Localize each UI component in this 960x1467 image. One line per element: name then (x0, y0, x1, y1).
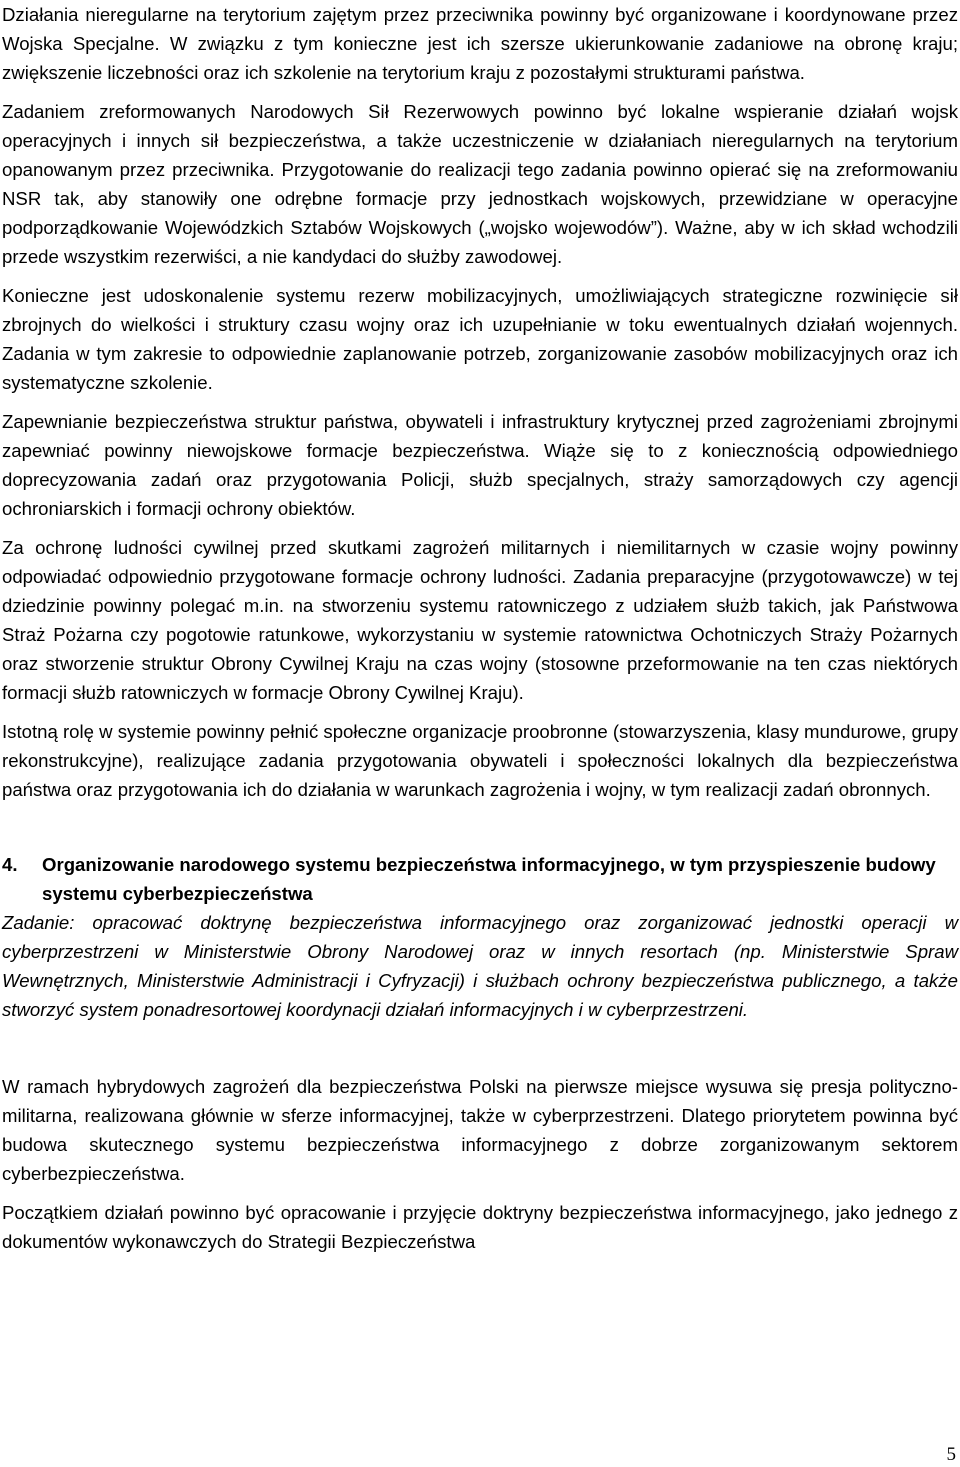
paragraph-non-military-formations: Zapewnianie bezpieczeństwa struktur państwa, obywateli i infrastruktury krytycznej przed zagrożeniami zbrojnymi zapewniać powinny niewojskowe formacje bezpieczeństwa. Wiąże się to z koniecznością odpowiedniego doprecyzowania zadań oraz przygotowania Policji, służb specjalnych, straży samorządowych czy agencji ochroniarskich i formacji ochrony obiektów. (2, 411, 958, 519)
section-title: Organizowanie narodowego systemu bezpieczeństwa informacyjnego, w tym przyspieszenie budowy systemu cyberbezpieczeństwa (42, 854, 936, 904)
section-task: Zadanie: opracować doktrynę bezpieczeństwa informacyjnego oraz zorganizować jednostki operacji w cyberprzestrzeni w Ministerstwie Obrony Narodowej oraz w innych resortach (np. Ministerstwie Spraw Wewnętrznych, Ministerstwie Administracji i Cyfryzacji) i służbach ochrony bezpieczeństwa publicznego, a także stworzyć system ponadresortowej koordynacji działań informacyjnych i w cyberprzestrzeni. (2, 912, 958, 1020)
paragraph-irregular-actions: Działania nieregularne na terytorium zajętym przez przeciwnika powinny być organizowane i koordynowane przez Wojska Specjalne. W związku z tym konieczne jest ich szersze ukierunkowanie zadaniowe na obronę kraju; zwiększenie liczebności oraz ich szkolenie na terytorium kraju z pozostałymi strukturami państwa. (2, 4, 958, 83)
paragraph-civil-protection: Za ochronę ludności cywilnej przed skutkami zagrożeń militarnych i niemilitarnych w czasie wojny powinny odpowiadać odpowiednio przygotowane formacje ochrony ludności. Zadania preparacyjne (przygotowawcze) w tej dziedzinie powinny polegać m.in. na stworzeniu systemu ratowniczego z udziałem służb takich, jak Państwowa Straż Pożarna czy pogotowie ratunkowe, wykorzystaniu w systemie ratownictwa Ochotniczych Straży Pożarnych oraz stworzenie struktur Obrony Cywilnej Kraju na czas wojny (stosowne przeformowanie na ten czas niektórych formacji służb ratowniczych w formacje Obrony Cywilnej Kraju). (2, 537, 958, 703)
paragraph-hybrid-threats: W ramach hybrydowych zagrożeń dla bezpieczeństwa Polski na pierwsze miejsce wysuwa się presja polityczno-militarna, realizowana głównie w sferze informacyjnej, także w cyberprzestrzeni. Dlatego priorytetem powinna być budowa skutecznego systemu bezpieczeństwa informacyjnego z dobrze zorganizowanym sektorem cyberbezpieczeństwa. (2, 1076, 958, 1184)
paragraph-social-organizations: Istotną rolę w systemie powinny pełnić społeczne organizacje proobronne (stowarzyszenia, klasy mundurowe, grupy rekonstrukcyjne), realizujące zadania przygotowania obywateli i społeczności lokalnych dla bezpieczeństwa państwa oraz przygotowania ich do działania w warunkach zagrożenia i wojny, w tym realizacji zadań obronnych. (2, 721, 958, 800)
page-number: 5 (946, 1444, 956, 1465)
paragraph-doctrine-start: Początkiem działań powinno być opracowanie i przyjęcie doktryny bezpieczeństwa informacyjnego, jako jednego z dokumentów wykonawczych do Strategii Bezpieczeństwa (2, 1202, 958, 1252)
paragraph-mobilization-reserves: Konieczne jest udoskonalenie systemu rezerw mobilizacyjnych, umożliwiających strategiczne rozwinięcie sił zbrojnych do wielkości i struktury czasu wojny oraz ich uzupełnianie w toku ewentualnych działań wojennych. Zadania w tym zakresie to odpowiednie zaplanowanie potrzeb, zorganizowanie zasobów mobilizacyjnych oraz ich systematyczne szkolenie. (2, 285, 958, 393)
section-heading (2, 850, 958, 908)
document-page (2, 0, 958, 1256)
section-number: 4. (2, 854, 18, 875)
paragraph-reserve-forces: Zadaniem zreformowanych Narodowych Sił Rezerwowych powinno być lokalne wspieranie działań wojsk operacyjnych i innych sił bezpieczeństwa, a także uczestniczenie w działaniach nieregularnych na terytorium opanowanym przez przeciwnika. Przygotowanie do realizacji tego zadania powinno opierać się na zreformowaniu NSR tak, aby stanowiły one odrębne formacje przy jednostkach wojskowych, przewidziane w operacyjne podporządkowanie Wojewódzkich Sztabów Wojskowych („wojsko wojewodów”). Ważne, aby w ich skład wchodzili przede wszystkim rezerwiści, a nie kandydaci do służby zawodowej. (2, 101, 958, 267)
